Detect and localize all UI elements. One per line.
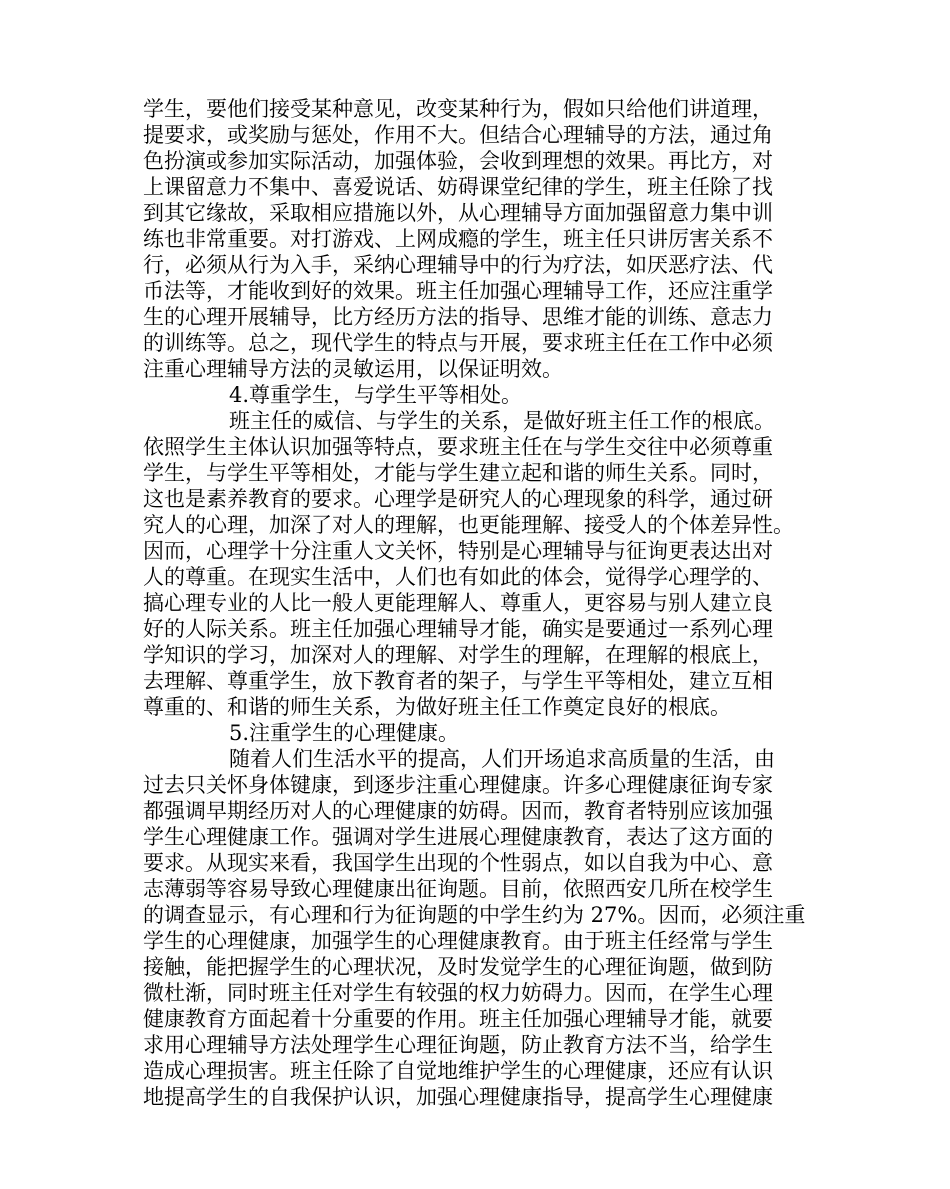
text-line: 的训练等。总之，现代学生的特点与开展，要求班主任在工作中必须 — [143, 331, 773, 355]
text-line: 去理解、尊重学生，放下教育者的架子，与学生平等相处，建立互相 — [143, 669, 773, 693]
text-line: 好的人际关系。班主任加强心理辅导才能，确实是要通过一系列心理 — [143, 617, 773, 641]
paragraph-first-line: 随着人们生活水平的提高，人们开场追求高质量的生活，由 — [229, 747, 775, 771]
text-line: 学知识的学习，加深对人的理解、对学生的理解，在理解的根底上， — [143, 643, 773, 667]
text-line: 尊重的、和谐的师生关系，为做好班主任工作奠定良好的根底。 — [143, 695, 731, 719]
text-line: 都强调早期经历对人的心理健康的妨碍。因而，教育者特别应该加强 — [143, 799, 773, 823]
text-line: 搞心理专业的人比一般人更能理解人、尊重人，更容易与别人建立良 — [143, 591, 773, 615]
text-line: 人的尊重。在现实生活中，人们也有如此的体会，觉得学心理学的、 — [143, 565, 773, 589]
text-line: 提要求，或奖励与惩处，作用不大。但结合心理辅导的方法，通过角 — [143, 123, 773, 147]
text-line: 这也是素养教育的要求。心理学是研究人的心理现象的科学，通过研 — [143, 487, 773, 511]
text-line: 造成心理损害。班主任除了自觉地维护学生的心理健康，还应有认识 — [143, 1059, 773, 1083]
text-line: 学生，要他们接受某种意见，改变某种行为，假如只给他们讲道理， — [143, 97, 773, 121]
text-line: 接触，能把握学生的心理状况，及时发觉学生的心理征询题，做到防 — [143, 955, 773, 979]
text-line: 的调查显示，有心理和行为征询题的中学生约为 27%。因而，必须注重 — [143, 903, 806, 927]
text-line: 色扮演或参加实际活动，加强体验，会收到理想的效果。再比方，对 — [143, 149, 773, 173]
text-line: 练也非常重要。对打游戏、上网成瘾的学生，班主任只讲厉害关系不 — [143, 227, 773, 251]
body-text — [143, 96, 823, 1110]
text-line: 要求。从现实来看，我国学生出现的个性弱点，如以自我为中心、意 — [143, 851, 773, 875]
text-line: 生的心理开展辅导，比方经历方法的指导、思维才能的训练、意志力 — [143, 305, 773, 329]
text-line: 依照学生主体认识加强等特点，要求班主任在与学生交往中必须尊重 — [143, 435, 773, 459]
text-line: 注重心理辅导方法的灵敏运用，以保证明效。 — [143, 357, 563, 381]
text-line: 微杜渐，同时班主任对学生有较强的权力妨碍力。因而，在学生心理 — [143, 981, 773, 1005]
text-line: 因而，心理学十分注重人文关怀，特别是心理辅导与征询更表达出对 — [143, 539, 773, 563]
text-line: 健康教育方面起着十分重要的作用。班主任加强心理辅导才能，就要 — [143, 1007, 773, 1031]
text-line: 究人的心理，加深了对人的理解，也更能理解、接受人的个体差异性。 — [143, 513, 794, 537]
text-line: 学生心理健康工作。强调对学生进展心理健康教育，表达了这方面的 — [143, 825, 773, 849]
text-line: 地提高学生的自我保护认识，加强心理健康指导，提高学生心理健康 — [143, 1085, 773, 1109]
text-line: 币法等，才能收到好的效果。班主任加强心理辅导工作，还应注重学 — [143, 279, 773, 303]
text-line: 过去只关怀身体键康，到逐步注重心理健康。许多心理健康征询专家 — [143, 773, 773, 797]
paragraph-first-line: 5.注重学生的心理健康。 — [229, 721, 460, 745]
text-line: 上课留意力不集中、喜爱说话、妨碍课堂纪律的学生，班主任除了找 — [143, 175, 773, 199]
text-line: 学生的心理健康，加强学生的心理健康教育。由于班主任经常与学生 — [143, 929, 773, 953]
text-line: 行，必须从行为入手，采纳心理辅导中的行为疗法，如厌恶疗法、代 — [143, 253, 773, 277]
text-line: 学生，与学生平等相处，才能与学生建立起和谐的师生关系。同时， — [143, 461, 773, 485]
text-line: 求用心理辅导方法处理学生心理征询题，防止教育方法不当，给学生 — [143, 1033, 773, 1057]
paragraph-first-line: 4.尊重学生，与学生平等相处。 — [229, 383, 523, 407]
paragraph-first-line: 班主任的威信、与学生的关系，是做好班主任工作的根底。 — [229, 409, 775, 433]
text-line: 志薄弱等容易导致心理健康出征询题。目前，依照西安几所在校学生 — [143, 877, 773, 901]
text-line: 到其它缘故，采取相应措施以外，从心理辅导方面加强留意力集中训 — [143, 201, 773, 225]
